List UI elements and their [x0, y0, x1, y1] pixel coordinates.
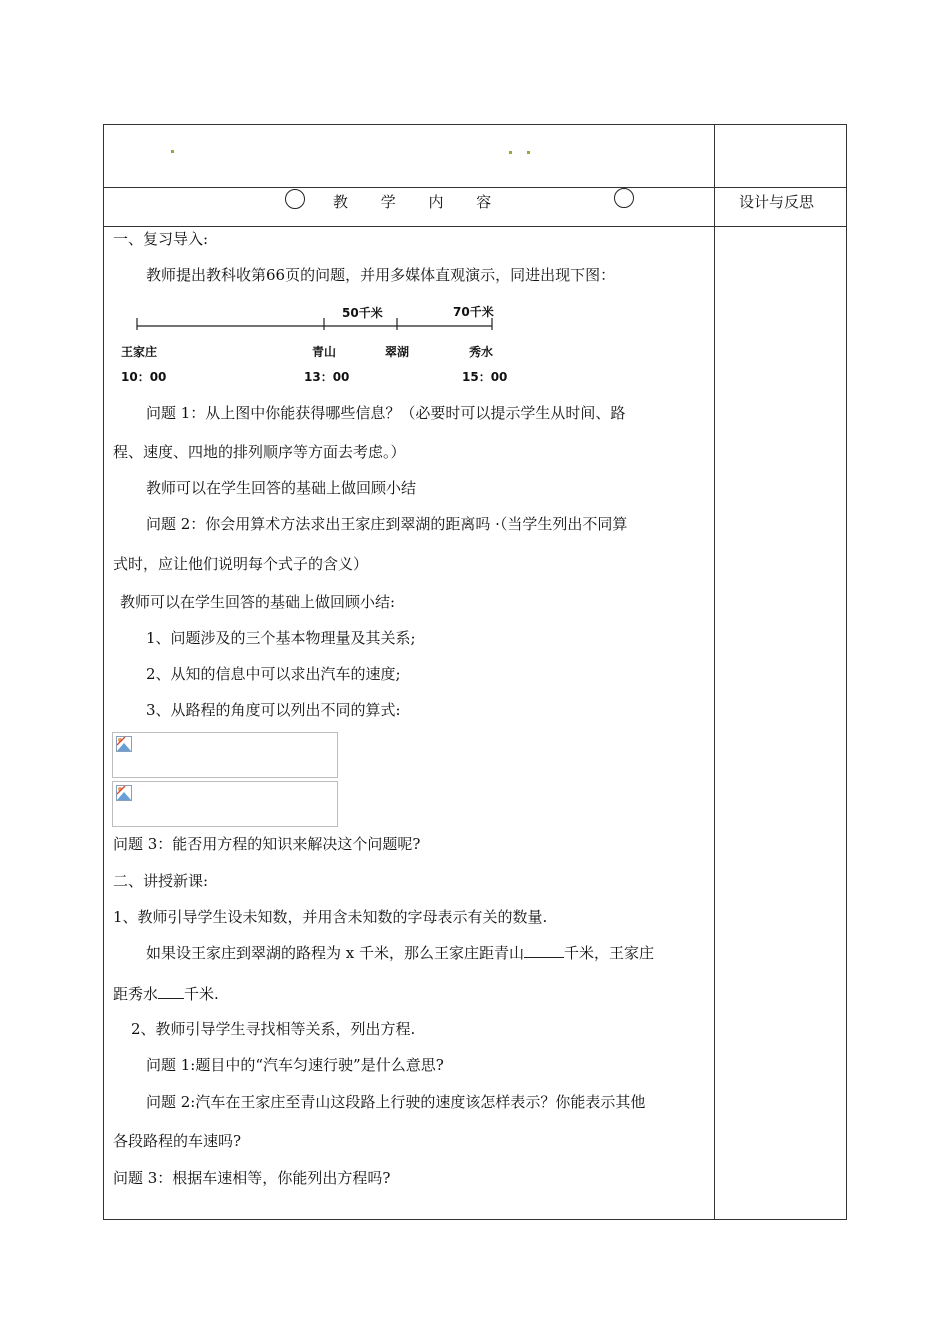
question-3: 问题 3：能否用方程的知识来解决这个问题呢?	[113, 835, 421, 853]
step-1-text-a: 如果设王家庄到翠湖的路程为 x 千米，那么王家庄距青山	[146, 944, 524, 962]
new-question-3: 问题 3：根据车速相等，你能列出方程吗?	[113, 1169, 391, 1187]
place-label: 青山	[312, 345, 337, 359]
point-3: 3、从路程的角度可以列出不同的算式:	[146, 701, 401, 719]
step-2: 2、教师引导学生寻找相等关系，列出方程.	[131, 1020, 416, 1038]
step-1-text-line2	[113, 984, 219, 1004]
content-column-header: 教 学 内 容	[333, 193, 506, 211]
point-2: 2、从知的信息中可以求出汽车的速度;	[146, 665, 401, 683]
new-question-1: 问题 1:题目中的“汽车匀速行驶”是什么意思?	[146, 1056, 444, 1074]
step-1-text-line1	[146, 943, 654, 963]
decorative-dot	[171, 150, 174, 153]
section1-intro: 教师提出教科收第66页的问题，并用多媒体直观演示，同进出现下图：	[146, 266, 616, 284]
design-column-header: 设计与反思	[739, 193, 815, 211]
place-label: 秀水	[469, 345, 494, 359]
fill-in-blank	[524, 943, 564, 958]
column-divider	[714, 125, 715, 1219]
row-divider-top	[104, 187, 846, 188]
route-diagram	[112, 300, 512, 390]
point-1: 1、问题涉及的三个基本物理量及其关系;	[146, 629, 416, 647]
row-divider-header	[104, 226, 846, 227]
question-2-line2: 式时，应让他们说明每个式子的含义）	[113, 555, 369, 573]
section2-heading: 二、讲授新课:	[113, 872, 209, 890]
step-1-text-b: 千米，王家庄	[564, 944, 655, 962]
question-2-line1: 问题 2：你会用算术方法求出王家庄到翠湖的距离吗 ·（当学生列出不同算	[146, 515, 628, 533]
broken-image-icon	[116, 736, 132, 752]
step-1-text-c: 距秀水	[113, 985, 159, 1003]
time-label: 10：00	[121, 370, 167, 384]
circle-icon	[614, 188, 634, 208]
new-question-2-line1: 问题 2:汽车在王家庄至青山这段路上行驶的速度该怎样表示？你能表示其他	[146, 1093, 646, 1111]
segment-label: 50千米	[342, 306, 383, 320]
new-question-2-line2: 各段路程的车速吗?	[113, 1132, 242, 1150]
question-1-line2: 程、速度、四地的排列顺序等方面去考虑。）	[113, 443, 406, 461]
time-label: 15：00	[462, 370, 508, 384]
place-label: 王家庄	[121, 345, 158, 359]
step-1: 1、教师引导学生设未知数，并用含未知数的字母表示有关的数量.	[113, 908, 548, 926]
circle-icon	[285, 189, 305, 209]
fill-in-blank	[158, 984, 184, 999]
broken-image-icon	[116, 785, 132, 801]
section1-heading: 一、复习导入:	[113, 230, 209, 248]
decorative-dot	[509, 151, 512, 154]
broken-image	[112, 781, 338, 827]
decorative-dot	[527, 151, 530, 154]
segment-label: 70千米	[453, 305, 494, 319]
step-1-text-d: 千米.	[184, 985, 219, 1003]
time-label: 13：00	[304, 370, 350, 384]
question-1-line1: 问题 1：从上图中你能获得哪些信息？（必要时可以提示学生从时间、路	[146, 404, 626, 422]
broken-image	[112, 732, 338, 778]
summary-2: 教师可以在学生回答的基础上做回顾小结:	[120, 593, 396, 611]
summary-1: 教师可以在学生回答的基础上做回顾小结	[146, 479, 417, 497]
place-label: 翠湖	[385, 345, 410, 359]
